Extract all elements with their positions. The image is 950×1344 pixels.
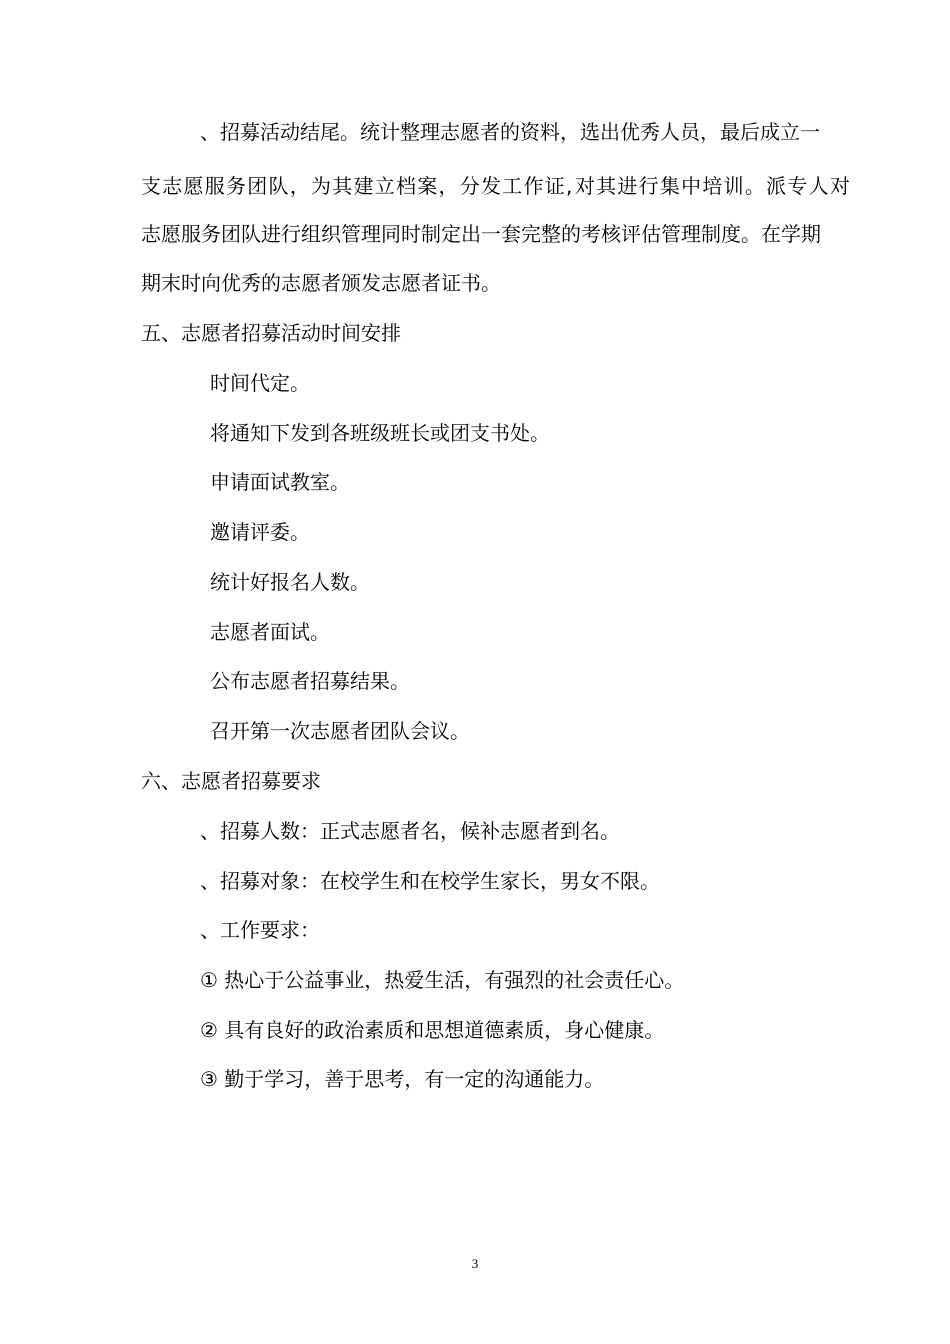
section-five-heading: 五、志愿者招募活动时间安排 [141,321,401,345]
list-item: 、工作要求： [200,918,320,942]
list-item: 将通知下发到各班级班长或团支书处。 [210,421,550,445]
paragraph-line: 期末时向优秀的志愿者颁发志愿者证书。 [141,271,501,295]
requirement-item: ① 热心于公益事业，热爱生活，有强烈的社会责任心。 [200,968,685,992]
list-item: 志愿者面试。 [210,620,330,644]
section-six-heading: 六、志愿者招募要求 [141,769,321,793]
requirement-item: ② 具有良好的政治素质和思想道德素质，身心健康。 [200,1018,665,1042]
list-item: 、招募人数：正式志愿者名，候补志愿者到名。 [200,819,620,843]
list-item: 时间代定。 [210,371,310,395]
list-item: 召开第一次志愿者团队会议。 [210,719,470,743]
list-item: 公布志愿者招募结果。 [210,669,410,693]
list-item: 、招募对象：在校学生和在校学生家长，男女不限。 [200,869,660,893]
paragraph-line: 志愿服务团队进行组织管理同时制定出一套完整的考核评估管理制度。在学期 [141,222,821,246]
list-item: 邀请评委。 [210,520,310,544]
requirement-item: ③ 勤于学习，善于思考，有一定的沟通能力。 [200,1067,605,1091]
paragraph-line: 、招募活动结尾。统计整理志愿者的资料，选出优秀人员，最后成立一 [200,120,820,144]
list-item: 统计好报名人数。 [210,570,370,594]
list-item: 申请面试教室。 [210,470,350,494]
page-number: 3 [471,1256,479,1271]
paragraph-line: 支 志 愿 服 务 团 队 ， 为 其 建 立 档 案 ， 分 发 工 作 证 , 对 其 进 行 集 中 培 训 。 派 专 人 对 [141,174,850,198]
